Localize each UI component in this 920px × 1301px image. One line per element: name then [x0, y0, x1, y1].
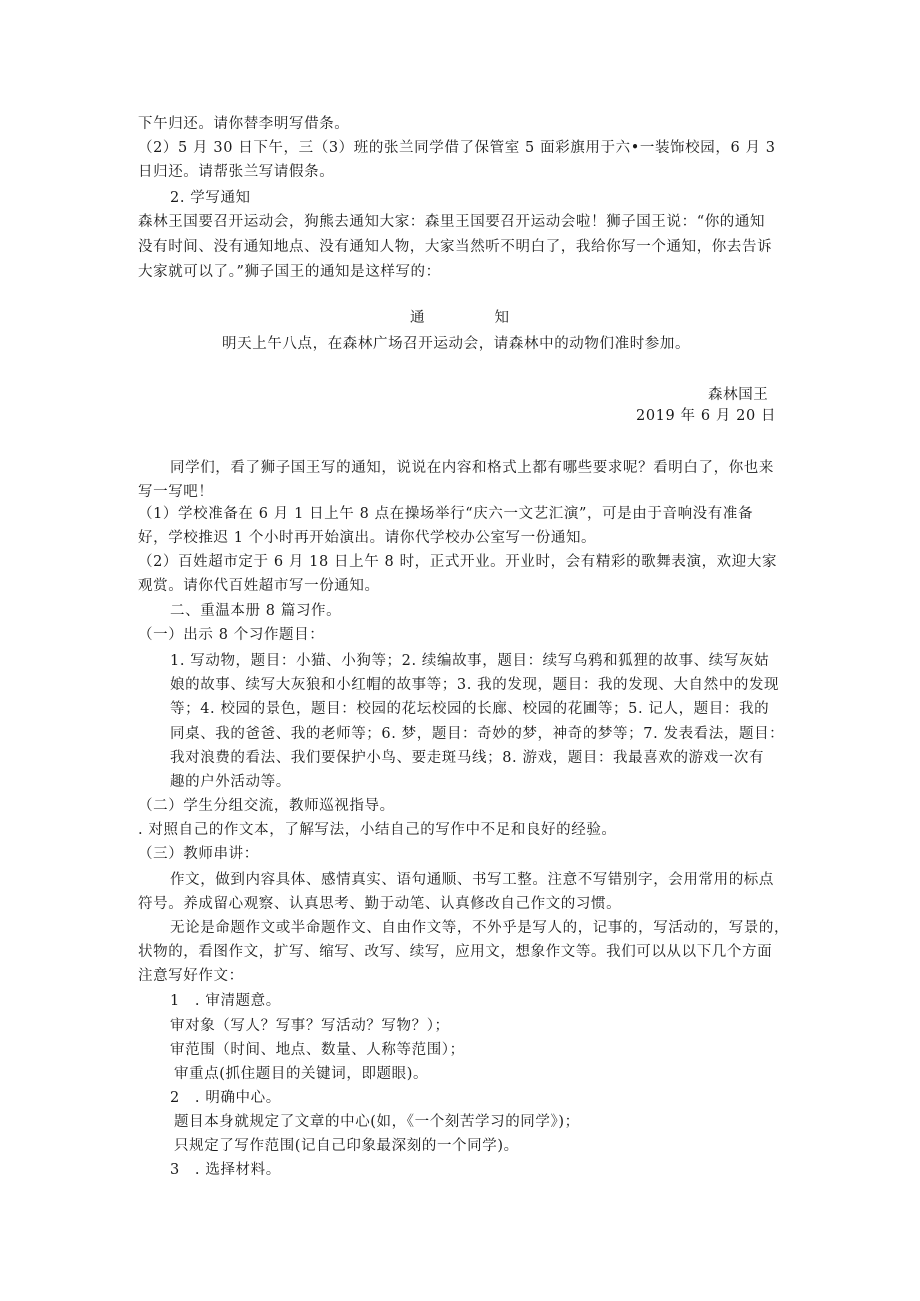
notice-title-char-2: 知 [494, 310, 509, 326]
text-line: 同桌、我的爸爸、我的老师等；6. 梦，题目：奇妙的梦，神奇的梦等；7. 发表看法，题目： [170, 726, 785, 742]
text-line: 题目本身就规定了文章的中心(如，《一个刻苦学习的同学》)； [174, 1114, 580, 1130]
notice-date: 2019 年 6 月 20 日 [636, 408, 777, 424]
text-line: 等；4. 校园的景色，题目：校园的花坛校园的长廊、校园的花圃等；5. 记人，题目：我的 [170, 701, 770, 717]
text-line: （1）学校准备在 6 月 1 日上午 8 点在操场举行“庆六一文艺汇演”，可是由于音响没有准备 [138, 506, 754, 522]
subsection-3: （三）教师串讲： [138, 846, 259, 862]
text-line: 日归还。请帮张兰写请假条。 [138, 164, 335, 180]
text-line: 1. 写动物，题目：小猫、小狗等；2. 续编故事，题目：续写乌鸦和狐狸的故事、续写灰姑 [170, 653, 770, 669]
text-line: 我对浪费的看法、我们要保护小鸟、要走斑马线；8. 游戏，题目：我最喜欢的游戏一次有 [170, 750, 765, 766]
text-line: （2）5 月 30 日下午，三（3）班的张兰同学借了保管室 5 面彩旗用于六•一装饰校园，6 月 3 [138, 140, 776, 156]
text-line: 只规定了写作范围(记自己印象最深刻的一个同学)。 [174, 1138, 519, 1154]
text-line: 趣的户外活动等。 [170, 774, 291, 790]
text-line: 同学们，看了狮子国王写的通知，说说在内容和格式上都有哪些要求呢？看明白了，你也来 [170, 460, 774, 476]
section-heading: 二、重温本册 8 篇习作。 [170, 603, 342, 619]
text-line: . 对照自己的作文本，了解写法，小结自己的写作中不足和良好的经验。 [138, 822, 617, 838]
text-line: 观赏。请你代百姓超市写一份通知。 [138, 578, 380, 594]
text-line: 大家就可以了。”狮子国王的通知是这样写的： [138, 264, 441, 280]
text-line: 无论是命题作文或半命题作文、自由作文等，不外乎是写人的，记事的，写活动的，写景的， [170, 920, 790, 936]
text-line: 下午归还。请你替李明写借条。 [138, 116, 350, 132]
notice-body: 明天上午八点，在森林广场召开运动会，请森林中的动物们准时参加。 [222, 336, 691, 352]
text-line: 状物的，看图作文，扩写、缩写、改写、续写，应用文，想象作文等。我们可以从以下几个方面 [138, 944, 773, 960]
subsection-1: （一）出示 8 个习作题目： [138, 627, 325, 643]
text-line: 娘的故事、续写大灰狼和小红帽的故事等；3. 我的发现，题目：我的发现、大自然中的发现 [170, 677, 780, 693]
text-line: 符号。养成留心观察、认真思考、勤于动笔、认真修改自己作文的习惯。 [138, 896, 622, 912]
text-line: 审重点(抓住题目的关键词，即题眼)。 [174, 1066, 429, 1082]
list-item-1: 1 . 审清题意。 [170, 993, 281, 1009]
text-line: 作文，做到内容具体、感情真实、语句通顺、书写工整。注意不写错别字，会用常用的标点 [170, 872, 774, 888]
notice-title-char-1: 通 [410, 310, 425, 326]
text-line: （2）百姓超市定于 6 月 18 日上午 8 时，正式开业。开业时，会有精彩的歌舞表演，欢迎大家 [138, 554, 778, 570]
list-item-3: 3 . 选择材料。 [170, 1162, 281, 1178]
text-line: 审范围（时间、地点、数量、人称等范围）； [170, 1042, 465, 1058]
text-line: 好，学校推迟 1 个小时再开始演出。请你代学校办公室写一份通知。 [138, 530, 597, 546]
notice-signer: 森林国王 [708, 387, 769, 403]
subheading-2: 2. 学写通知 [170, 190, 251, 206]
notice-title [410, 308, 509, 328]
text-line: 审对象（写人？写事？写活动？写物？）； [170, 1018, 450, 1034]
text-line: 写一写吧！ [138, 484, 214, 500]
text-line: 没有时间、没有通知地点、没有通知人物，大家当然听不明白了，我给你写一个通知，你去告诉 [138, 239, 773, 255]
list-item-2: 2 . 明确中心。 [170, 1090, 281, 1106]
text-line: 森林王国要召开运动会，狗熊去通知大家：森里王国要召开运动会啦！狮子国王说：“你的通知 [138, 214, 766, 230]
subsection-2: （二）学生分组交流，教师巡视指导。 [138, 798, 395, 814]
text-line: 注意写好作文： [138, 968, 244, 984]
